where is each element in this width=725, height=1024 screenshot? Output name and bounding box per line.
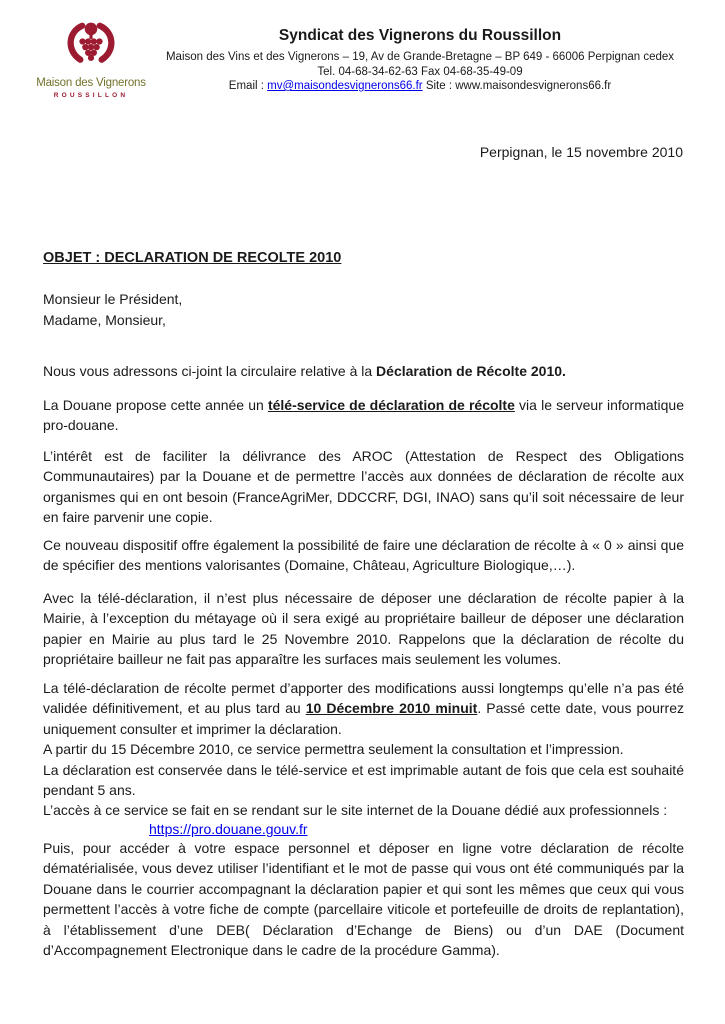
paragraph-teledeclaration-mairie bbox=[43, 588, 684, 670]
email-label: Email : bbox=[228, 80, 268, 92]
salutation-line-1: Monsieur le Président, bbox=[43, 291, 183, 307]
paragraph-modifications-delais bbox=[43, 678, 684, 800]
text-run: Déclaration de Récolte 2010. bbox=[376, 363, 566, 379]
paragraph-teleservice bbox=[43, 395, 684, 436]
org-phone-line: Tel. 04-68-34-62-63 Fax 04-68-35-49-09 bbox=[317, 65, 523, 78]
text-run: La télé-déclaration de récolte permet d’apporter des modifications aussi longtemps qu’elle n’a pas été validée définitivement, et au plus tard au bbox=[43, 680, 684, 717]
salutation bbox=[43, 289, 182, 331]
paragraph-interet-aroc bbox=[43, 446, 684, 528]
text-run: A partir du 15 Décembre 2010, ce service permettra seulement la consultation et l’impression. bbox=[43, 741, 624, 758]
text-run: Avec la télé-déclaration, il n’est plus nécessaire de déposer une déclaration de récolte papier à la Mairie, à l’exception du métayage où il sera exigé au propriétaire bailleur de déposer une déclaration papier en Mairie au plus tard le 25 Novembre 2010. Rappelons que la déclaration de récolte du propriétaire bailleur ne fait pas apparaître les surfaces mais seulement les volumes. bbox=[43, 590, 684, 668]
text-run: L’accès à ce service se fait en se rendant sur le site internet de la Douane dédié aux professionnels : bbox=[43, 802, 668, 818]
text-run: La Douane propose cette année un bbox=[43, 397, 268, 413]
text-run: via le serveur informatique pro-douane. bbox=[43, 397, 685, 434]
paragraph-acces-service bbox=[43, 800, 684, 820]
grapes-figure-icon bbox=[58, 22, 124, 76]
letterhead bbox=[140, 27, 700, 94]
maison-des-vignerons-logo bbox=[33, 22, 149, 99]
paragraph-dispositif-zero bbox=[43, 535, 684, 576]
logo-brand-text: Maison des Vignerons bbox=[36, 77, 146, 89]
text-run: télé-service de déclaration de récolte bbox=[267, 397, 515, 413]
text-run: . Passé cette date, vous pourrez uniquement consulter et imprimer la déclaration. bbox=[43, 700, 684, 737]
paragraph-identifiant bbox=[43, 838, 684, 960]
email-link[interactable]: mv@maisondesvignerons66.fr bbox=[267, 80, 423, 92]
org-title: Syndicat des Vignerons du Roussillon bbox=[278, 27, 562, 44]
text-run: Puis, pour accéder à votre espace personnel et déposer en ligne votre déclaration de récolte dématérialisée, vous devez utiliser l’identifiant et le mot de passe qui vous ont été communiqués par la Douane dans le courrier accompagnant la déclaration papier et qui sont les mêmes que ceux qui vous permettent l’accès à votre fiche de compte (parcellaire viticole et portefeuille de droits de replantation), à l’établissement d’une DEB( Déclaration d’Echange de Biens) ou d’un DAE (Document d’Accompagnement Electronique dans le cadre de la procédure Gamma). bbox=[43, 840, 684, 959]
salutation-line-2: Madame, Monsieur, bbox=[43, 312, 166, 328]
subject-line: OBJET : DECLARATION DE RECOLTE 2010 bbox=[43, 250, 342, 266]
text-run: La déclaration est conservée dans le télé-service et est imprimable autant de fois que cela est souhaité pendant 5 ans. bbox=[43, 761, 684, 799]
text-run: 10 Décembre 2010 minuit bbox=[305, 700, 478, 717]
paragraph-circulaire bbox=[43, 361, 684, 381]
logo-region-text: ROUSSILLON bbox=[53, 92, 129, 99]
dateline: Perpignan, le 15 novembre 2010 bbox=[479, 144, 683, 160]
org-contact-line bbox=[140, 79, 700, 94]
org-address-line: Maison des Vins et des Vignerons – 19, Av de Grande-Bretagne – BP 649 - 66006 Perpignan cedex bbox=[165, 51, 675, 63]
text-run: Ce nouveau dispositif offre également la possibilité de faire une déclaration de récolte à « 0 » ainsi que de spécifier des mentions valorisantes (Domaine, Château, Agriculture Biologique,…). bbox=[43, 537, 684, 574]
text-run: L’intérêt est de faciliter la délivrance des AROC (Attestation de Respect des Obligations Communautaires) par la Douane et de permettre l’accès aux données de déclaration de récolte aux organismes qui en ont besoin (FranceAgriMer, DDCCRF, DGI, INAO) sans qu’il soit nécessaire de leur en faire parvenir une copie. bbox=[43, 448, 684, 526]
paragraph-link-line bbox=[43, 819, 684, 839]
text-run: Nous vous adressons ci-joint la circulaire relative à la bbox=[43, 363, 377, 379]
site-text: Site : www.maisondesvignerons66.fr bbox=[422, 80, 612, 92]
pro-douane-link[interactable]: https://pro.douane.gouv.fr bbox=[149, 821, 308, 837]
